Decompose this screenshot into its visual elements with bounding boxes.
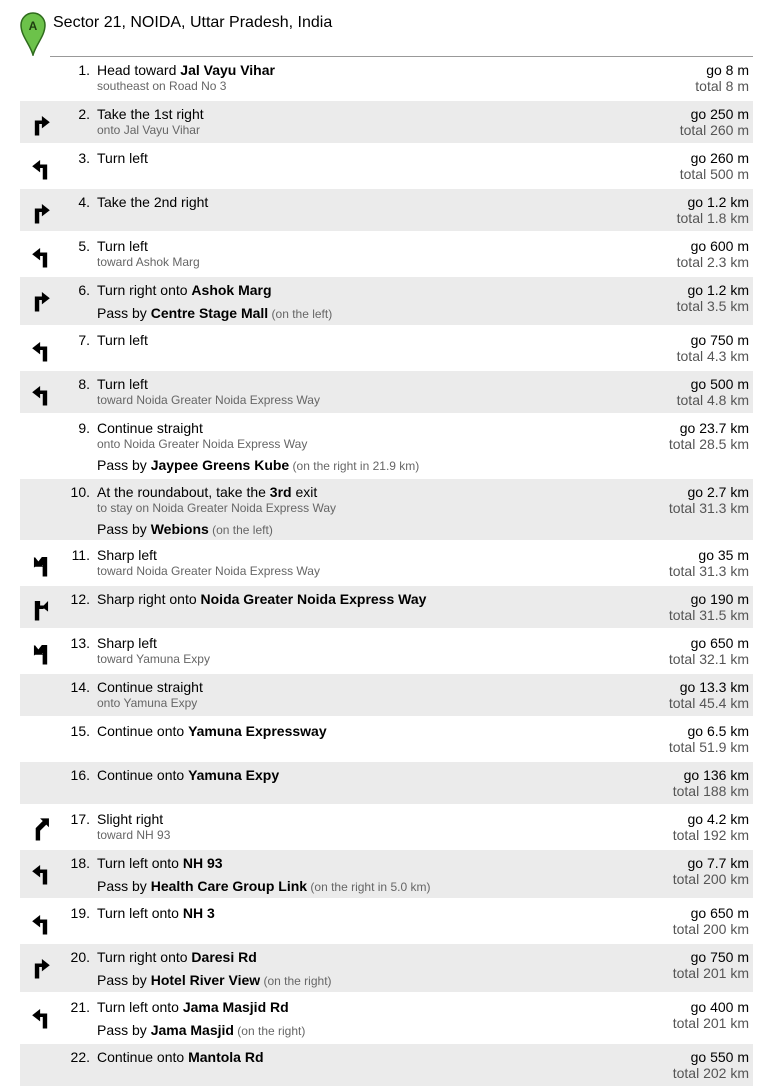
step-subtext: toward Yamuna Expy	[97, 652, 210, 666]
segment-distance: go 650 m	[690, 635, 749, 651]
step-distance	[669, 420, 749, 452]
instruction-text: Turn left onto	[97, 855, 183, 871]
landmark-line	[97, 972, 637, 990]
step-distance	[669, 547, 749, 579]
step-instruction	[97, 679, 637, 696]
step-content	[97, 484, 637, 539]
turn-left-icon	[28, 153, 54, 183]
instruction-text: Head toward	[97, 62, 181, 78]
instruction-text: Continue onto	[97, 767, 189, 783]
cumulative-distance: total 260 m	[679, 122, 749, 138]
direction-step[interactable]	[20, 674, 753, 718]
step-instruction	[97, 376, 637, 393]
step-distance	[673, 949, 749, 981]
step-number: 2.	[78, 106, 90, 122]
step-subtext: onto Jal Vayu Vihar	[97, 123, 200, 137]
step-distance	[673, 905, 749, 937]
sharp-right-icon	[28, 594, 54, 624]
step-instruction	[97, 591, 637, 608]
step-number: 18.	[70, 855, 90, 871]
step-instruction	[97, 282, 637, 299]
step-distance	[677, 332, 749, 364]
landmark-note: (on the right)	[260, 974, 332, 988]
segment-distance: go 250 m	[690, 106, 749, 122]
direction-step[interactable]	[20, 850, 753, 900]
landmark-name: Health Care Group Link	[150, 878, 308, 894]
step-content	[97, 238, 637, 269]
step-number: 20.	[70, 949, 90, 965]
step-subtext: toward Noida Greater Noida Express Way	[97, 393, 320, 407]
instruction-text: Sharp left	[97, 547, 157, 563]
step-subtext: toward Noida Greater Noida Express Way	[97, 564, 320, 578]
step-content	[97, 999, 637, 1040]
instruction-text: Continue straight	[97, 420, 203, 436]
step-instruction	[97, 106, 637, 123]
segment-distance: go 2.7 km	[687, 484, 749, 500]
direction-step[interactable]	[20, 806, 753, 850]
direction-step[interactable]	[20, 1044, 753, 1088]
pass-by-label: Pass by	[97, 1022, 151, 1038]
segment-distance: go 136 km	[683, 767, 749, 783]
step-instruction	[97, 949, 637, 966]
step-content	[97, 635, 637, 666]
landmark-name: Jaypee Greens Kube	[150, 457, 290, 473]
cumulative-distance: total 32.1 km	[668, 651, 749, 667]
instruction-text: Turn right onto	[97, 949, 192, 965]
turn-left-icon	[28, 241, 54, 271]
segment-distance: go 1.2 km	[687, 282, 749, 298]
instruction-text: Continue onto	[97, 723, 189, 739]
step-distance	[680, 150, 749, 182]
instruction-text: Turn left	[97, 238, 148, 254]
pass-by-label: Pass by	[97, 972, 151, 988]
step-content	[97, 332, 637, 349]
direction-step[interactable]	[20, 630, 753, 674]
instruction-text: Take the 2nd right	[97, 194, 209, 210]
segment-distance: go 260 m	[690, 150, 749, 166]
step-distance	[669, 591, 749, 623]
step-distance	[673, 1049, 749, 1081]
instruction-text: Turn left	[97, 332, 148, 348]
road-name: Yamuna Expressway	[188, 723, 327, 739]
turn-left-icon	[28, 1002, 54, 1032]
step-subtext: to stay on Noida Greater Noida Express Way	[97, 501, 336, 515]
step-number: 11.	[71, 547, 90, 563]
landmark-line	[97, 305, 637, 323]
turn-left-icon	[28, 908, 54, 938]
cumulative-distance: total 500 m	[679, 166, 749, 182]
step-content	[97, 767, 637, 784]
step-number: 15.	[70, 723, 90, 739]
landmark-name: Centre Stage Mall	[150, 305, 269, 321]
direction-step[interactable]	[20, 944, 753, 994]
step-number: 8.	[78, 376, 90, 392]
segment-distance: go 23.7 km	[679, 420, 749, 436]
step-instruction	[97, 420, 637, 437]
instruction-text: Turn left onto	[97, 905, 183, 921]
step-number: 3.	[78, 150, 90, 166]
cumulative-distance: total 188 km	[672, 783, 749, 799]
start-address: Sector 21, NOIDA, Uttar Pradesh, India	[53, 14, 333, 31]
landmark-name: Jama Masjid	[150, 1022, 234, 1038]
segment-distance: go 500 m	[690, 376, 749, 392]
cumulative-distance: total 8 m	[695, 78, 749, 94]
step-number: 16.	[70, 767, 90, 783]
segment-distance: go 550 m	[690, 1049, 749, 1065]
turn-left-icon	[28, 335, 54, 365]
segment-distance: go 1.2 km	[687, 194, 749, 210]
direction-step[interactable]	[20, 900, 753, 944]
cumulative-distance: total 201 km	[672, 965, 749, 981]
cumulative-distance: total 31.3 km	[668, 500, 749, 516]
landmark-note: (on the right in 5.0 km)	[307, 880, 431, 894]
step-number: 17.	[70, 811, 90, 827]
step-number: 19.	[70, 905, 90, 921]
step-content	[97, 949, 637, 990]
step-number: 4.	[78, 194, 90, 210]
instruction-text: Sharp left	[97, 635, 157, 651]
cumulative-distance: total 4.8 km	[676, 392, 749, 408]
segment-distance: go 13.3 km	[679, 679, 749, 695]
sharp-left-icon	[28, 638, 54, 668]
step-instruction	[97, 547, 637, 564]
step-instruction	[97, 811, 637, 828]
landmark-line	[97, 878, 637, 896]
step-number: 14.	[70, 679, 90, 695]
step-instruction	[97, 150, 637, 167]
cumulative-distance: total 28.5 km	[668, 436, 749, 452]
step-instruction	[97, 905, 637, 922]
step-distance	[677, 194, 749, 226]
road-name: Jal Vayu Vihar	[180, 62, 275, 78]
step-instruction	[97, 855, 637, 872]
cumulative-distance: total 200 km	[672, 921, 749, 937]
marker-label: A	[28, 19, 38, 33]
road-name: Noida Greater Noida Express Way	[200, 591, 427, 607]
cumulative-distance: total 192 km	[672, 827, 749, 843]
segment-distance: go 750 m	[690, 332, 749, 348]
step-content	[97, 723, 637, 740]
step-content	[97, 282, 637, 323]
step-content	[97, 150, 637, 167]
step-content	[97, 376, 637, 407]
step-number: 9.	[78, 420, 90, 436]
step-content	[97, 679, 637, 710]
road-name: Yamuna Expy	[188, 767, 280, 783]
cumulative-distance: total 201 km	[672, 1015, 749, 1031]
direction-step[interactable]	[20, 233, 753, 277]
instruction-text: At the roundabout, take the	[97, 484, 270, 500]
slight-right-icon	[28, 814, 54, 844]
segment-distance: go 8 m	[706, 62, 749, 78]
step-subtext: onto Noida Greater Noida Express Way	[97, 437, 308, 451]
landmark-name: Hotel River View	[150, 972, 261, 988]
pass-by-label: Pass by	[97, 305, 151, 321]
step-number: 22.	[70, 1049, 90, 1065]
turn-right-icon	[28, 952, 54, 982]
landmark-note: (on the right)	[233, 1024, 306, 1038]
direction-step[interactable]	[20, 101, 753, 145]
road-name: Daresi Rd	[191, 949, 257, 965]
turn-right-icon	[28, 285, 54, 315]
instruction-text: Turn left onto	[97, 999, 183, 1015]
step-instruction	[97, 635, 637, 652]
step-content	[97, 811, 637, 842]
cumulative-distance: total 51.9 km	[668, 739, 749, 755]
direction-step[interactable]	[20, 994, 753, 1044]
direction-step[interactable]	[20, 415, 753, 479]
landmark-note: (on the left)	[208, 523, 273, 537]
step-content	[97, 591, 637, 608]
cumulative-distance: total 202 km	[672, 1065, 749, 1081]
step-instruction	[97, 62, 637, 79]
step-distance	[673, 999, 749, 1031]
step-content	[97, 194, 637, 211]
segment-distance: go 7.7 km	[687, 855, 749, 871]
start-marker-icon	[20, 12, 46, 56]
instruction-text: Turn left	[97, 376, 148, 392]
road-name: Mantola Rd	[188, 1049, 264, 1065]
direction-step[interactable]	[20, 762, 753, 806]
direction-step[interactable]	[20, 145, 753, 189]
step-content	[97, 1049, 637, 1066]
turn-right-icon	[28, 109, 54, 139]
segment-distance: go 750 m	[690, 949, 749, 965]
segment-distance: go 6.5 km	[687, 723, 749, 739]
instruction-text: Slight right	[97, 811, 164, 827]
turn-right-icon	[28, 197, 54, 227]
landmark-line	[97, 457, 637, 475]
step-content	[97, 106, 637, 137]
segment-distance: go 600 m	[690, 238, 749, 254]
road-name: 3rd	[269, 484, 292, 500]
step-instruction	[97, 723, 637, 740]
step-number: 21.	[70, 999, 90, 1015]
step-content	[97, 905, 637, 922]
step-number: 7.	[78, 332, 90, 348]
step-number: 10.	[70, 484, 90, 500]
cumulative-distance: total 3.5 km	[676, 298, 749, 314]
step-subtext: toward NH 93	[97, 828, 171, 842]
instruction-text: Turn left	[97, 150, 148, 166]
step-distance	[669, 484, 749, 516]
step-distance	[677, 238, 749, 270]
step-distance	[673, 811, 749, 843]
cumulative-distance: total 2.3 km	[676, 254, 749, 270]
step-instruction	[97, 332, 637, 349]
segment-distance: go 190 m	[690, 591, 749, 607]
route-header	[0, 0, 765, 56]
step-subtext: toward Ashok Marg	[97, 255, 200, 269]
turn-left-icon	[28, 379, 54, 409]
step-distance	[669, 679, 749, 711]
step-distance	[695, 62, 749, 94]
turn-left-icon	[28, 858, 54, 888]
instruction-text: Sharp right onto	[97, 591, 201, 607]
direction-step[interactable]	[20, 542, 753, 586]
cumulative-distance: total 4.3 km	[676, 348, 749, 364]
landmark-line	[97, 521, 637, 539]
landmark-note: (on the right in 21.9 km)	[289, 459, 420, 473]
step-instruction	[97, 999, 637, 1016]
step-distance	[669, 723, 749, 755]
step-instruction	[97, 238, 637, 255]
step-number: 6.	[78, 282, 90, 298]
step-number: 1.	[78, 62, 90, 78]
direction-step[interactable]	[20, 327, 753, 371]
directions-list	[20, 57, 753, 1088]
direction-step[interactable]	[20, 189, 753, 233]
direction-step[interactable]	[20, 277, 753, 327]
instruction-text: Continue straight	[97, 679, 203, 695]
step-instruction	[97, 767, 637, 784]
step-instruction	[97, 1049, 637, 1066]
segment-distance: go 400 m	[690, 999, 749, 1015]
direction-step[interactable]	[20, 57, 753, 101]
cumulative-distance: total 31.3 km	[668, 563, 749, 579]
step-number: 12.	[70, 591, 90, 607]
landmark-line	[97, 1022, 637, 1040]
step-content	[97, 62, 637, 93]
step-distance	[673, 855, 749, 887]
direction-step[interactable]	[20, 371, 753, 415]
landmark-note: (on the left)	[268, 307, 333, 321]
direction-step[interactable]	[20, 479, 753, 542]
road-name: Jama Masjid Rd	[182, 999, 289, 1015]
step-distance	[677, 376, 749, 408]
landmark-name: Webions	[150, 521, 209, 537]
instruction-text: Continue onto	[97, 1049, 189, 1065]
instruction-text: Take the 1st right	[97, 106, 204, 122]
step-distance	[680, 106, 749, 138]
cumulative-distance: total 31.5 km	[668, 607, 749, 623]
segment-distance: go 35 m	[698, 547, 749, 563]
step-number: 5.	[78, 238, 90, 254]
step-number: 13.	[70, 635, 90, 651]
step-subtext: onto Yamuna Expy	[97, 696, 198, 710]
segment-distance: go 650 m	[690, 905, 749, 921]
instruction-text: exit	[291, 484, 318, 500]
cumulative-distance: total 200 km	[672, 871, 749, 887]
step-distance	[677, 282, 749, 314]
road-name: Ashok Marg	[191, 282, 272, 298]
road-name: NH 3	[182, 905, 215, 921]
direction-step[interactable]	[20, 718, 753, 762]
step-content	[97, 855, 637, 896]
road-name: NH 93	[182, 855, 223, 871]
segment-distance: go 4.2 km	[687, 811, 749, 827]
cumulative-distance: total 45.4 km	[668, 695, 749, 711]
step-subtext: southeast on Road No 3	[97, 79, 227, 93]
instruction-text: Turn right onto	[97, 282, 192, 298]
pass-by-label: Pass by	[97, 878, 151, 894]
pass-by-label: Pass by	[97, 521, 151, 537]
step-instruction	[97, 484, 637, 501]
step-content	[97, 547, 637, 578]
step-content	[97, 420, 637, 475]
sharp-left-icon	[28, 550, 54, 580]
step-instruction	[97, 194, 637, 211]
pass-by-label: Pass by	[97, 457, 151, 473]
step-distance	[669, 635, 749, 667]
step-distance	[673, 767, 749, 799]
direction-step[interactable]	[20, 586, 753, 630]
cumulative-distance: total 1.8 km	[676, 210, 749, 226]
